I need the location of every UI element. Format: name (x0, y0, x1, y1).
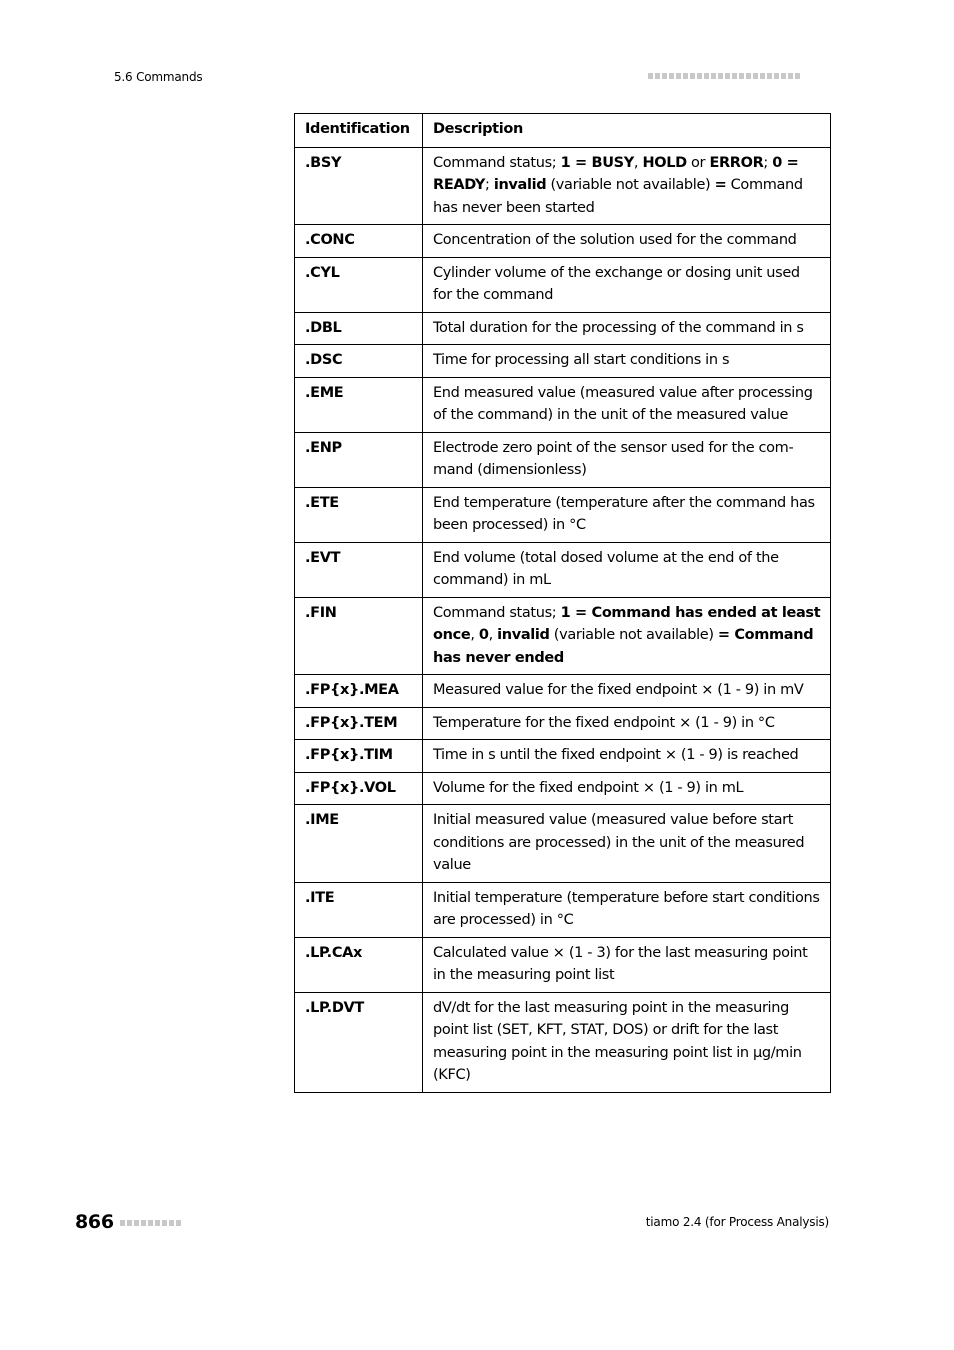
table-row (295, 487, 831, 542)
table-row (295, 225, 831, 258)
description-text: Time for processing all start conditions in s (433, 352, 730, 368)
description-text: End volume (total dosed volume at the end of the command) in mL (433, 549, 779, 588)
table-row (295, 992, 831, 1092)
variable-description (423, 882, 831, 937)
variable-identification: .LP.CAx (295, 937, 423, 992)
decoration-square (176, 1220, 181, 1226)
decoration-square (725, 73, 730, 79)
variable-description (423, 487, 831, 542)
table-row (295, 937, 831, 992)
description-text: Command has never been started (433, 177, 803, 216)
variable-description (423, 740, 831, 773)
variable-identification: .FP{x}.TIM (295, 740, 423, 773)
variable-identification: .DSC (295, 345, 423, 378)
decoration-square (718, 73, 723, 79)
description-bold-text: ERROR (709, 154, 764, 171)
table-row (295, 377, 831, 432)
decoration-square (781, 73, 786, 79)
decoration-square (774, 73, 779, 79)
decoration-square (760, 73, 765, 79)
decoration-square (690, 73, 695, 79)
decoration-square (704, 73, 709, 79)
decoration-square (739, 73, 744, 79)
running-header-section: 5.6 Commands (114, 70, 203, 84)
description-bold-text: = (714, 177, 727, 193)
decoration-square (655, 73, 660, 79)
decoration-square (648, 73, 653, 79)
table-row (295, 740, 831, 773)
variable-identification: .IME (295, 805, 423, 883)
variable-identification: .EME (295, 377, 423, 432)
description-text: End temperature (temperature after the command has been processed) in °C (433, 494, 815, 533)
description-bold-text: invalid (493, 177, 547, 193)
column-header-identification: Identification (295, 114, 423, 148)
table-row (295, 707, 831, 740)
decoration-square (746, 73, 751, 79)
description-text: , (633, 154, 643, 171)
decoration-square (697, 73, 702, 79)
table-row (295, 675, 831, 708)
variable-description (423, 147, 831, 225)
decoration-square (155, 1220, 160, 1226)
decoration-square (162, 1220, 167, 1226)
table-body (295, 147, 831, 1092)
variable-description (423, 675, 831, 708)
table-row (295, 432, 831, 487)
description-text: Temperature for the fixed endpoint × (1 - 9) in °C (433, 714, 775, 731)
variable-identification: .ENP (295, 432, 423, 487)
description-bold-text: invalid (497, 627, 550, 643)
variable-description (423, 992, 831, 1092)
variable-description (423, 225, 831, 258)
description-text: Initial temperature (temperature before start conditions are processed) in °C (433, 889, 820, 928)
description-text: Cylinder volume of the exchange or dosing unit used for the command (433, 264, 800, 303)
variable-description (423, 707, 831, 740)
variable-description (423, 312, 831, 345)
variable-description (423, 345, 831, 378)
description-text: Measured value for the fixed endpoint × (1 - 9) in mV (433, 682, 804, 698)
table-row (295, 257, 831, 312)
decoration-square (127, 1220, 132, 1226)
variable-description (423, 432, 831, 487)
description-text: or (686, 154, 710, 171)
description-text: Time in s until the fixed endpoint × (1 - 9) is reached (433, 747, 799, 763)
description-bold-text: 0 = READY (433, 154, 799, 193)
variable-identification: .FP{x}.TEM (295, 707, 423, 740)
variable-identification: .BSY (295, 147, 423, 225)
description-text: Command status; (433, 604, 561, 621)
table-row (295, 597, 831, 675)
decoration-square (669, 73, 674, 79)
table-row (295, 772, 831, 805)
variable-identification: .FP{x}.VOL (295, 772, 423, 805)
variable-description (423, 597, 831, 675)
decoration-square (683, 73, 688, 79)
decoration-square (676, 73, 681, 79)
table-row (295, 312, 831, 345)
decoration-square (134, 1220, 139, 1226)
variable-identification: .DBL (295, 312, 423, 345)
description-text: (variable not available) (546, 177, 715, 193)
variable-description (423, 937, 831, 992)
table-row (295, 542, 831, 597)
description-text: , (470, 627, 479, 643)
footer-product: tiamo 2.4 (for Process Analysis) (645, 1215, 829, 1229)
description-bold-text: 1 = BUSY (560, 154, 634, 171)
page-number: 866 (75, 1211, 114, 1233)
footer-left (75, 1211, 181, 1233)
column-header-description: Description (423, 114, 831, 148)
variable-description (423, 257, 831, 312)
description-text: Command status; (433, 154, 561, 171)
variable-identification: .ETE (295, 487, 423, 542)
table-row (295, 147, 831, 225)
decoration-square (662, 73, 667, 79)
variable-identification: .FIN (295, 597, 423, 675)
description-text: ; (485, 177, 494, 193)
decoration-square (141, 1220, 146, 1226)
decoration-square (732, 73, 737, 79)
description-text: Initial measured value (measured value before start conditions are processed) in the unit of the measured value (433, 812, 805, 873)
decoration-square (753, 73, 758, 79)
table-row (295, 882, 831, 937)
variable-identification: .FP{x}.MEA (295, 675, 423, 708)
decoration-square (795, 73, 800, 79)
variable-identification: .EVT (295, 542, 423, 597)
footer-decoration (120, 1220, 181, 1226)
description-text: Calculated value × (1 - 3) for the last measuring point in the measuring point list (433, 944, 808, 983)
variable-identification: .CYL (295, 257, 423, 312)
variable-description (423, 805, 831, 883)
variable-description (423, 377, 831, 432)
description-text: Volume for the fixed endpoint × (1 - 9) in mL (433, 779, 744, 796)
description-text: Concentration of the solution used for the command (433, 232, 797, 248)
variable-description (423, 542, 831, 597)
description-bold-text: 1 = Command has ended at least once (433, 604, 821, 643)
decoration-square (169, 1220, 174, 1226)
decoration-square (120, 1220, 125, 1226)
variable-identification: .CONC (295, 225, 423, 258)
table-row (295, 805, 831, 883)
description-bold-text: HOLD (642, 154, 687, 171)
description-text: Total duration for the processing of the command in s (433, 319, 804, 336)
table-row (295, 345, 831, 378)
description-text: End measured value (measured value after processing of the command) in the unit of the measured value (433, 384, 813, 423)
variable-description (423, 772, 831, 805)
variable-identification: .LP.DVT (295, 992, 423, 1092)
variable-identification: .ITE (295, 882, 423, 937)
variables-table (294, 113, 831, 1093)
description-text: Electrode zero point of the sensor used for the command (dimensionless) (433, 439, 794, 478)
header-decoration (648, 73, 800, 79)
decoration-square (711, 73, 716, 79)
description-bold-text: 0 (478, 627, 489, 643)
description-text: , (488, 627, 498, 643)
description-text: ; (763, 154, 773, 171)
decoration-square (767, 73, 772, 79)
table-header-row (295, 114, 831, 148)
decoration-square (148, 1220, 153, 1226)
decoration-square (788, 73, 793, 79)
description-text: (variable not available) (549, 627, 718, 643)
description-text: dV/dt for the last measuring point in the measuring point list (SET, KFT, STAT, DOS) or drift for the last measuring point in the measuring point list in µg/min (KFC) (433, 999, 802, 1083)
description-bold-text: = Command has never ended (433, 627, 814, 666)
